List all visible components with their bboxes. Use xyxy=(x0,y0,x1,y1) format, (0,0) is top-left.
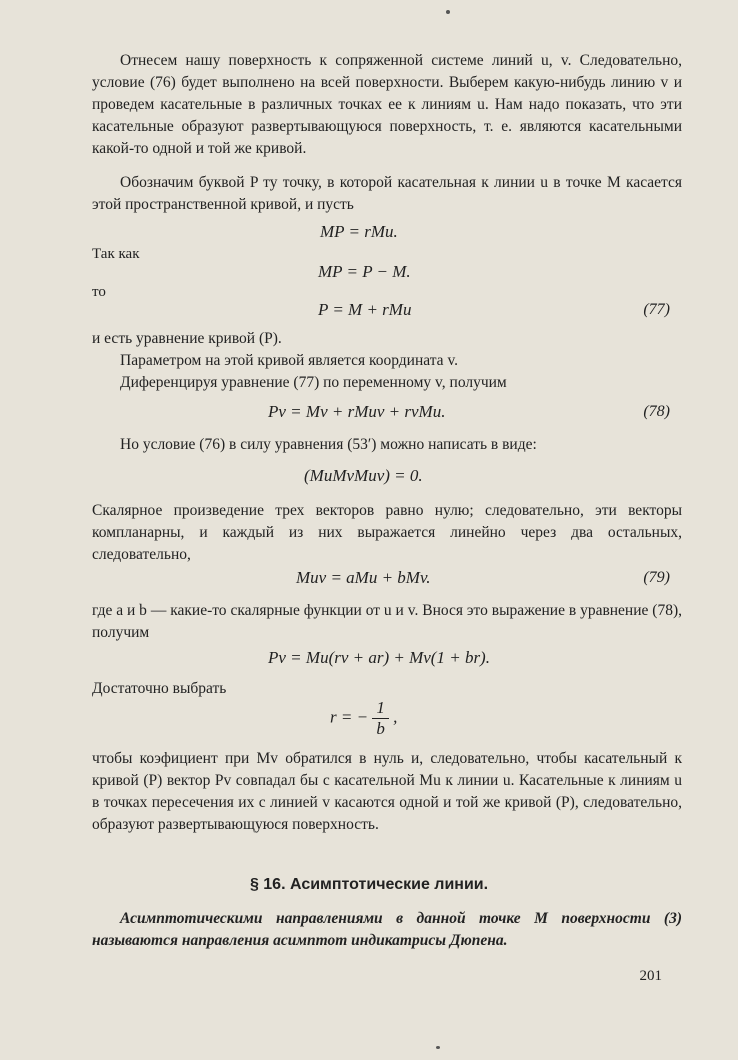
page-number: 201 xyxy=(639,968,662,984)
equation-mixed-product: (MuMvMuv) = 0. xyxy=(304,466,423,485)
equation-79-number: (79) xyxy=(643,569,670,586)
equation-78-number: (78) xyxy=(643,403,670,420)
section-heading: § 16. Асимптотические линии. xyxy=(249,876,489,893)
paragraph-5: Диференцируя уравнение (77) по переменному v, получим xyxy=(120,374,507,391)
equation-r-lhs: r = − xyxy=(330,707,369,727)
equation-mp-rmu: MP = rMu. xyxy=(320,222,398,241)
label-to: то xyxy=(92,284,106,300)
paragraph-4: Параметром на этой кривой является координата v. xyxy=(120,352,459,369)
print-speck xyxy=(446,10,450,14)
equation-77: P = M + rMu xyxy=(318,300,412,319)
fraction-one-over-b xyxy=(372,698,389,739)
equation-r-choice: r = − $\frac{1}{b}$ , xyxy=(330,698,398,738)
paragraph-2: Обозначим буквой P ту точку, в которой касательная к линии u в точке M касается этой пространственной кривой, и пусть xyxy=(92,174,682,213)
equation-mp-p-m: MP = P − M. xyxy=(318,262,411,281)
paragraph-6: Но условие (76) в силу уравнения (53′) можно написать в виде: xyxy=(120,436,537,453)
fraction-numerator: 1 xyxy=(372,698,389,719)
print-speck xyxy=(436,1046,440,1049)
fraction-denominator: b xyxy=(376,719,385,738)
label-tak-kak: Так как xyxy=(92,246,140,262)
paragraph-3: и есть уравнение кривой (P). xyxy=(92,330,282,347)
paragraph-7: Скалярное произведение трех векторов равно нулю; следовательно, эти векторы компланарны, и каждый из них выражается линейно через два остальных, следовательно, xyxy=(92,502,682,563)
equation-77-number: (77) xyxy=(643,301,670,318)
paragraph-9: Достаточно выбрать xyxy=(92,680,227,697)
paragraph-8: где a и b — какие-то скалярные функции от u и v. Внося это выражение в уравнение (78), получим xyxy=(92,602,682,641)
paragraph-1: Отнесем нашу поверхность к сопряженной системе линий u, v. Следовательно, условие (76) будет выполнено на всей поверхности. Выберем какую-нибудь линию v и проведем касательные в различных точках ее к линиям u. Нам надо показать, что эти касательные образуют развертывающуюся поверхность, т. е. являются касательными какой-то одной и той же кривой. xyxy=(92,52,682,157)
paragraph-10: чтобы коэфициент при Mv обратился в нуль и, следовательно, чтобы касательный к кривой (P) вектор Pv совпадал бы с касательной Mu к линии u. Касательные к линиям u в точках пересечения их с линией v касаются одной и той же кривой (P), следовательно, образуют развертывающуюся поверхность. xyxy=(92,750,682,833)
equation-78: Pv = Mv + rMuv + rvMu. xyxy=(268,402,446,421)
equation-79: Muv = aMu + bMv. xyxy=(296,568,431,587)
equation-pv-expanded: Pv = Mu(rv + ar) + Mv(1 + br). xyxy=(268,648,490,667)
definition-paragraph: Асимптотическими направлениями в данной точке M поверхности (3) называются направления асимптот индикатрисы Дюпена. xyxy=(92,910,682,949)
